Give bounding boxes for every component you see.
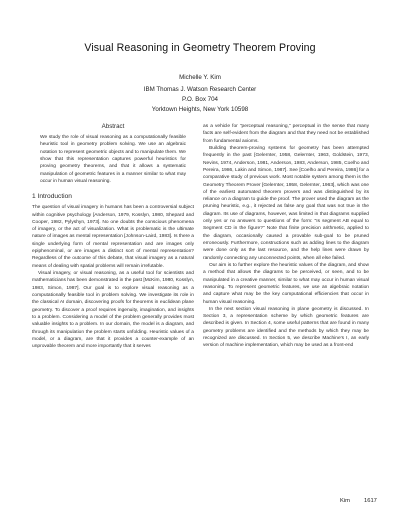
page-number: 1617	[364, 498, 377, 504]
right-paragraph-1: as a vehicle for "perceptual reasoning," perceptual in the sense that many facts are self-evident from the diagram and that they need not be established from fundamental axioms.	[203, 124, 369, 144]
abstract-text: We study the role of visual reasoning as a computationally feasible heuristic tool in geometry problem solving. We use an algebraic notation to represent geometric objects and to manipulate them. We show that this representation captures powerful heuristics for proving geometry theorems, and that it allows a systematic manipulation of geometric features in a manner similar to what may occur in human visual reasoning.	[40, 135, 186, 184]
right-paragraph-3: Our aim is to further explore the heuristic values of the diagram, and show a method that allows the diagrams to be perceived, or seen, and to be manipulated in a creative manner, similar to what may occur in human visual reasoning. To represent geometric features, we use an algebraic notation and capture what may be the key computational efficiencies that occur in human visual reasoning.	[203, 262, 369, 305]
right-paragraph-4: In the next section visual reasoning in plane geometry is discussed. In Section 3, a representation scheme by which geometric features are described is given. In Section 4, some useful patterns that are found in many geometry problems are identified and the methods by which they may be recognized are discussed. In Section 5, we describe Machine's I, an early version of machine implementation, which may be used as a front-end	[203, 306, 369, 349]
affiliation: IBM Thomas J. Watson Research Center	[143, 86, 257, 93]
left-column	[32, 123, 194, 350]
footer-author: Kim	[340, 498, 350, 504]
paper-title: Visual Reasoning in Geometry Theorem Proving	[84, 42, 316, 54]
right-column	[203, 123, 369, 350]
address-line-1: P.O. Box 704	[181, 96, 218, 103]
intro-heading: 1 Introduction	[32, 193, 72, 201]
abstract-heading: Abstract	[101, 123, 125, 130]
author-name: Michelle Y. Kim	[179, 74, 221, 81]
right-paragraph-2: Building theorem-proving systems for geometry has been attempted frequently in the past [Gelernter, 1958, Gelernter, 1963, Goldstein, 1973, Nevins, 1974, Anderson, 1981, Anderson, 1983, Anderson, 1985, Coelho and Pereira, 1986, Lakin and Simon, 1987]. See [Coelho and Pereira, 1986] for a comparative study of previous work. Most notable system among them is the Geometry Theorem Prover [Gelernter, 1958, Gelernter, 1963], which was one of the earliest automated theorem provers and was distinguished by its reliance on a diagram to guide the proof. The prover used the diagram as the pruning heuristic, e.g., it rejected as false any goal that was not true in the diagram. Its use of diagrams, however, was limited in that diagrams supplied only yes or no answers to questions of the form: "Is segment AB equal to Segment CD in the figure?" Note that finite precision arithmetic, applied to the diagram, occasionally caused a provable sub-goal to be pruned erroneously. Furthermore, constructions such as adding lines to the diagram were done only as the last resource, and the help lines were drawn by randomly connecting any unconnected points, when all else failed.	[203, 145, 369, 261]
address-line-2: Yorktown Heights, New York 10598	[151, 106, 249, 113]
intro-paragraph-2: Visual imagery, or visual reasoning, as a useful tool for scientists and mathematicians has been demonstrated in the past [McKim, 1980, Kosslyn, 1983, Simon, 1987]. Our goal is to explore visual reasoning as a computationally feasible tool in problem solving. We investigate its role in the classical AI domain, discovering proofs for theorems in euclidean plane geometry. To discover a proof requires ingenuity, imagination, and insights to a problem. Considering a model of the problem generally provides most valuable insights to a problem. In our domain, the model is a diagram, and through its manipulation the problem starts unfolding. Heuristic values of a model, or a diagram, are that it provides a counter-example of an unprovable theorem and more importantly that it serves	[32, 271, 194, 350]
intro-paragraph-1: The question of visual imagery in humans has been a controversial subject within cognitive psychology [Anderson, 1979, Kosslyn, 1980, Shepard and Cooper, 1982, Pylyshyn, 1973]. No one doubts the conscious phenomena of imagery, or the act of visualization. What is problematic is the ultimate nature of images as mental representation [Johnson-Laird, 1983]. Is there a single underlying form of mental representation and are images only epiphenominal, or are images a distinct sort of mental representation? Regardless of the outcome of this debate, that visual imagery as a natural means of dealing with spatial problems will remain irrefutable.	[32, 205, 194, 269]
